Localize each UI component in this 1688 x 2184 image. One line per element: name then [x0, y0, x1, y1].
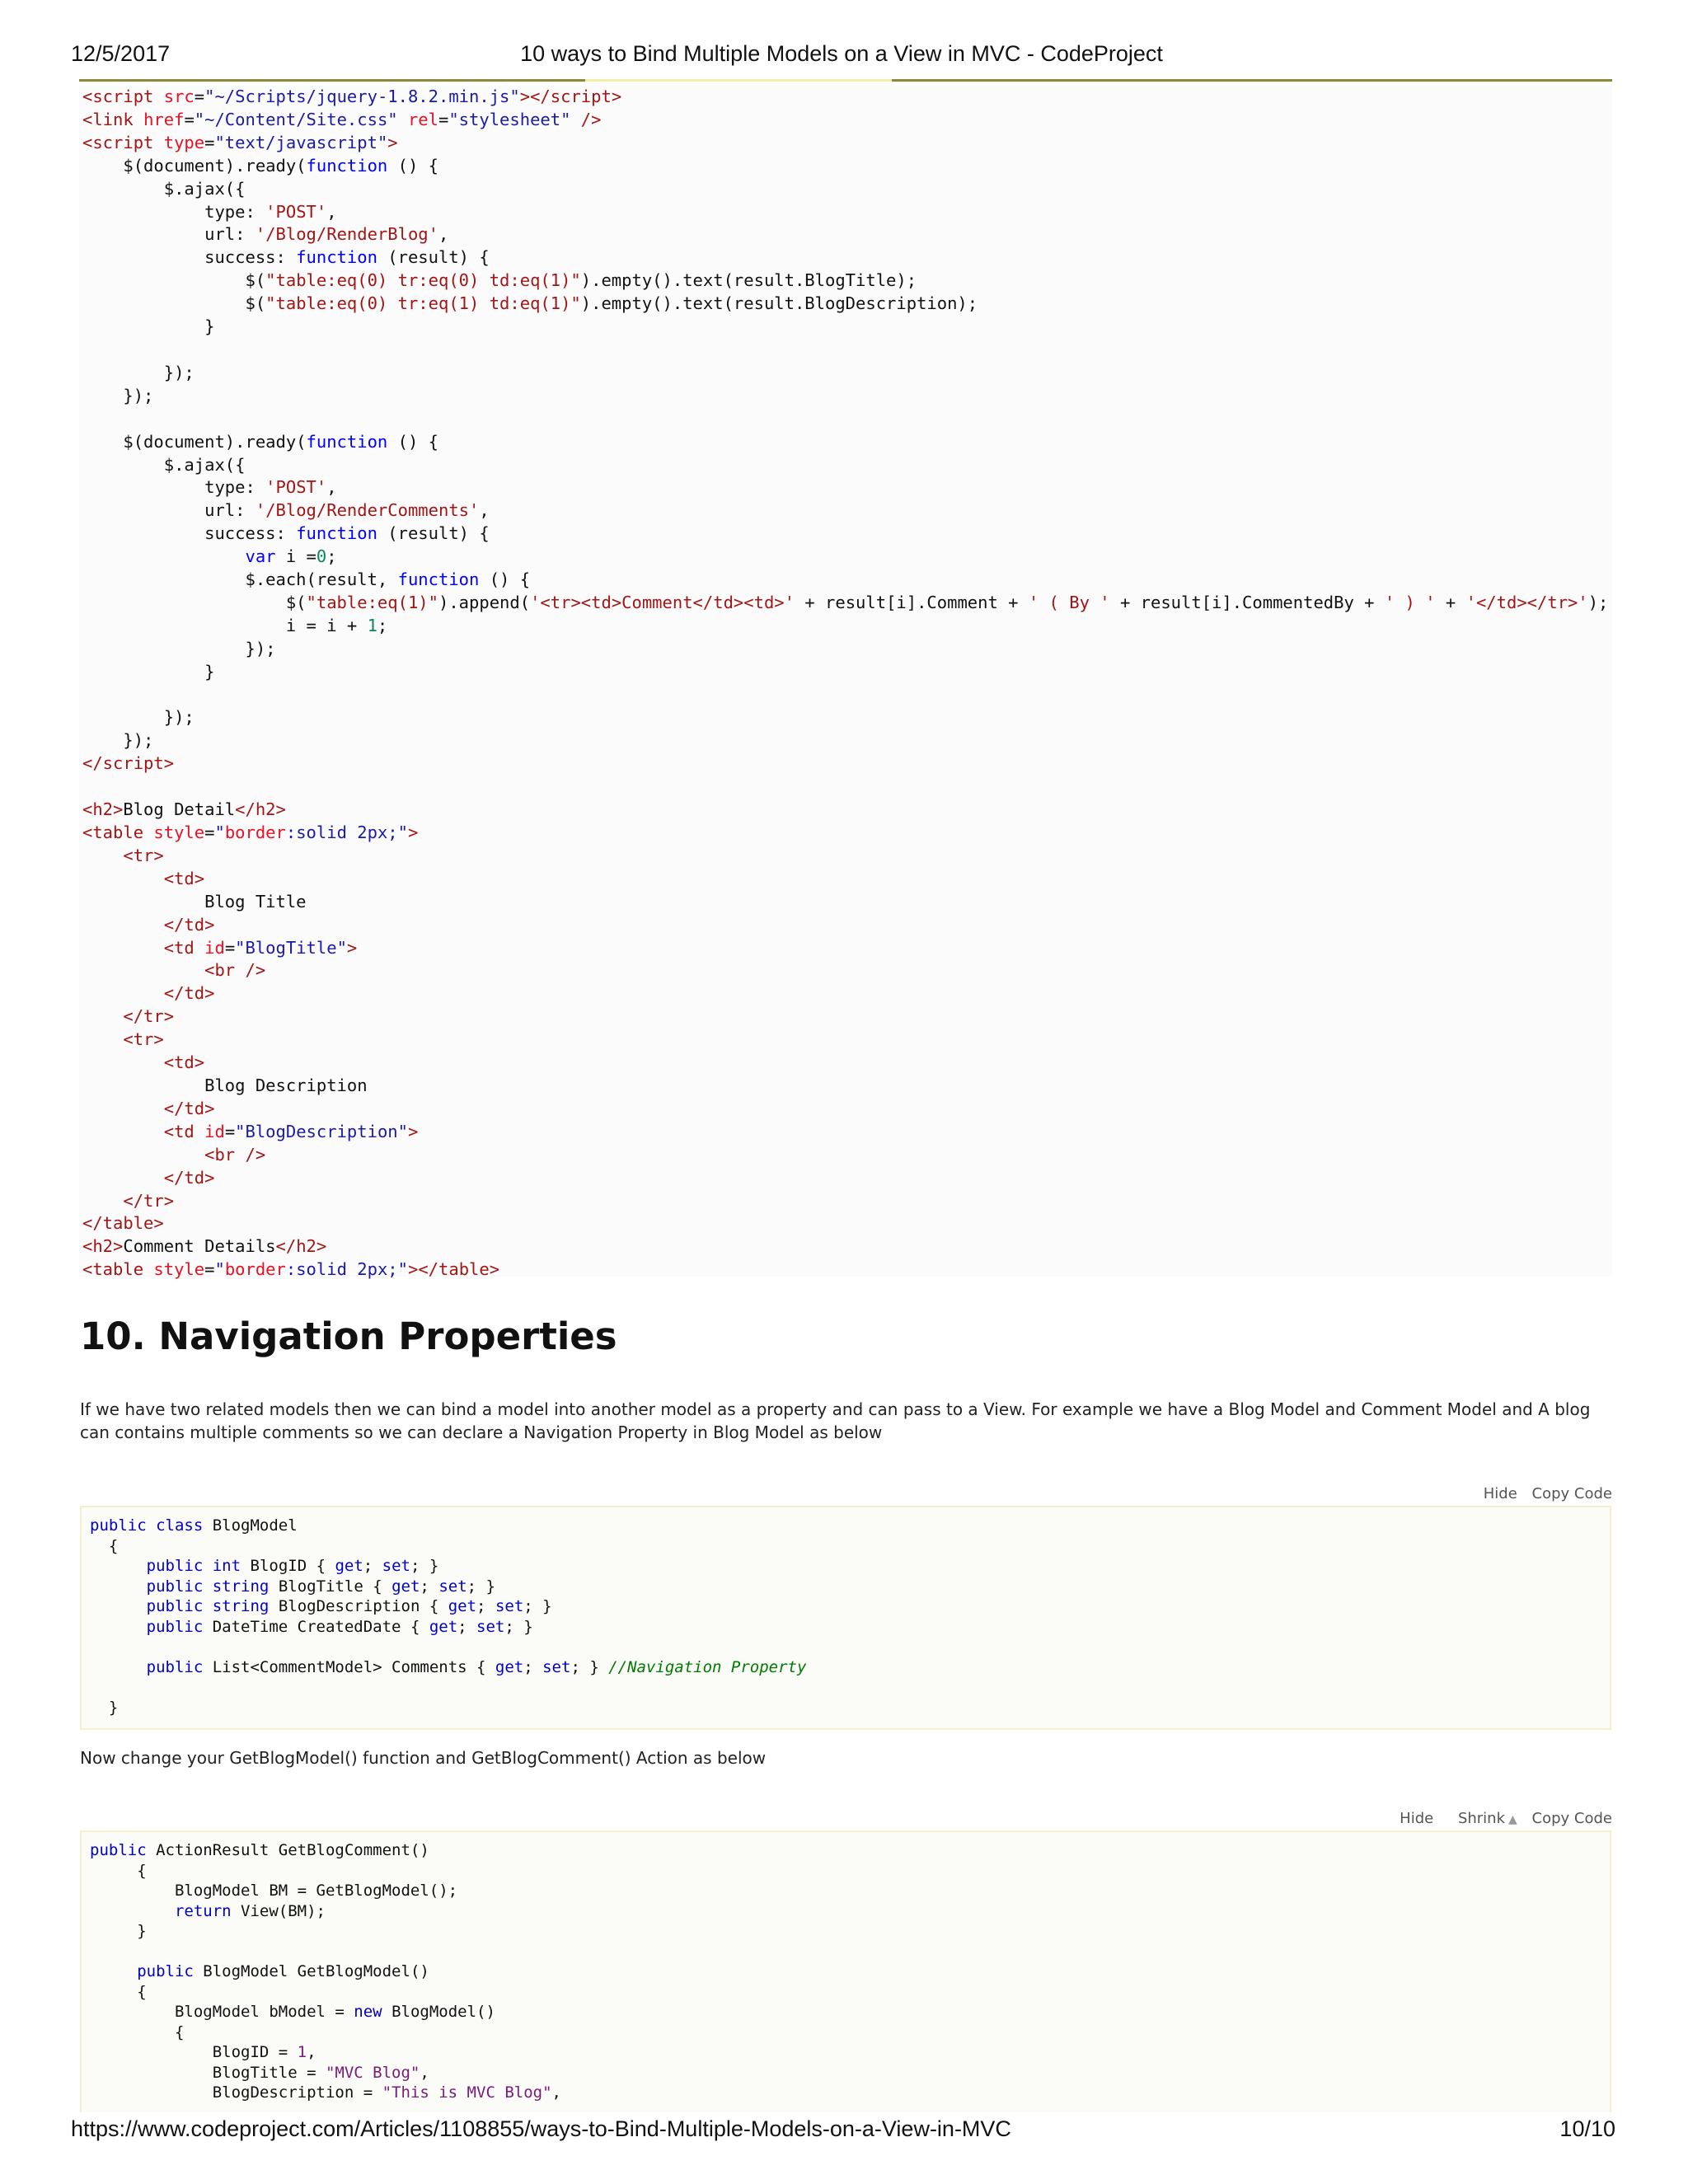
copy-code-button[interactable]: Copy Code — [1531, 1485, 1612, 1502]
page-number: 10/10 — [1559, 2116, 1615, 2141]
code-block-getblogcomment — [80, 1830, 1611, 2112]
between-paragraph: Now change your GetBlogModel() function and GetBlogComment() Action as below — [80, 1748, 767, 1768]
code-screenshot-html-view — [79, 86, 1612, 1280]
shrink-label: Shrink — [1457, 1810, 1506, 1827]
code-getblogcomment-text: public ActionResult GetBlogComment() { BlogModel BM = GetBlogModel(); return View(BM); } public BlogModel GetBlogModel() { BlogModel bModel = new BlogModel() { BlogID = 1, BlogTitle = "MVC Blog", BlogDescription = "This is MVC Blog", — [90, 1841, 561, 2102]
code-blogmodel-text: public class BlogModel { public int BlogID { get; set; } public string BlogTitle { get; set; } public string BlogDescription { get; set; } public DateTime CreatedDate { get; set; } public List<CommentModel> Comments { get; set; } //Navigation Property } — [90, 1516, 807, 1717]
print-footer — [71, 2116, 1615, 2149]
code-screenshot-text: <script src="~/Scripts/jquery-1.8.2.min.js"></script> <link href="~/Content/Site.css" rel="stylesheet" /> <script type="text/javascript"> $(document).ready(function () { $.ajax({ type: 'POST', url: '/Blog/RenderBlog', success: function (result) { $("table:eq(0) tr:eq(0) td:eq(1)").empty().text(result.BlogTitle); $("table:eq(0) tr:eq(1) td:eq(1)").empty().text(result.BlogDescription); } }); }); $(document).ready(function () { $.ajax({ type: 'POST', url: '/Blog/RenderComments', success: function (result) { var i =0; $.each(result, function () { $("table:eq(1)").append('<tr><td>Comment</td><td>' + result[i].Comment + ' ( By ' + result[i].CommentedBy + ' ) ' + '</td></tr>'); i = i + 1; }); } }); }); </script> <h2>Blog Detail</h2> <table style="border:solid 2px;"> <tr> <td> Blog Title </td> <td id="BlogTitle"> <br /> </td> </tr> <tr> <td> Blog Description </td> <td id="BlogDescription"> <br /> </td> </tr> </table> <h2>Comment Details</h2> <table style="border:solid 2px;"></table> — [82, 87, 1609, 1280]
copy-code-button[interactable]: Copy Code — [1531, 1810, 1612, 1827]
code-block-blogmodel — [80, 1506, 1611, 1730]
hide-code-button[interactable]: Hide — [1400, 1810, 1434, 1827]
code-toolbar-1 — [1474, 1485, 1612, 1502]
intro-paragraph: If we have two related models then we can bind a model into another model as a property and can pass to a View. For example we have a Blog Model and Comment Model and A blog can contains multiple comments so we can declare a Navigation Property in Blog Model as below — [80, 1399, 1591, 1442]
code-toolbar-2 — [1390, 1810, 1612, 1827]
print-date: 12/5/2017 — [71, 41, 171, 66]
triangle-up-icon: ▲ — [1508, 1813, 1517, 1826]
print-header — [71, 38, 1612, 71]
hide-code-button[interactable]: Hide — [1483, 1485, 1517, 1502]
print-url: https://www.codeproject.com/Articles/1108855/ways-to-Bind-Multiple-Models-on-a-View-in-MVC — [71, 2116, 1011, 2141]
shrink-code-button[interactable] — [1448, 1810, 1517, 1827]
header-rule — [79, 79, 1612, 82]
section-heading: 10. Navigation Properties — [80, 1315, 617, 1358]
print-title: 10 ways to Bind Multiple Models on a View in MVC - CodeProject — [520, 41, 1163, 66]
